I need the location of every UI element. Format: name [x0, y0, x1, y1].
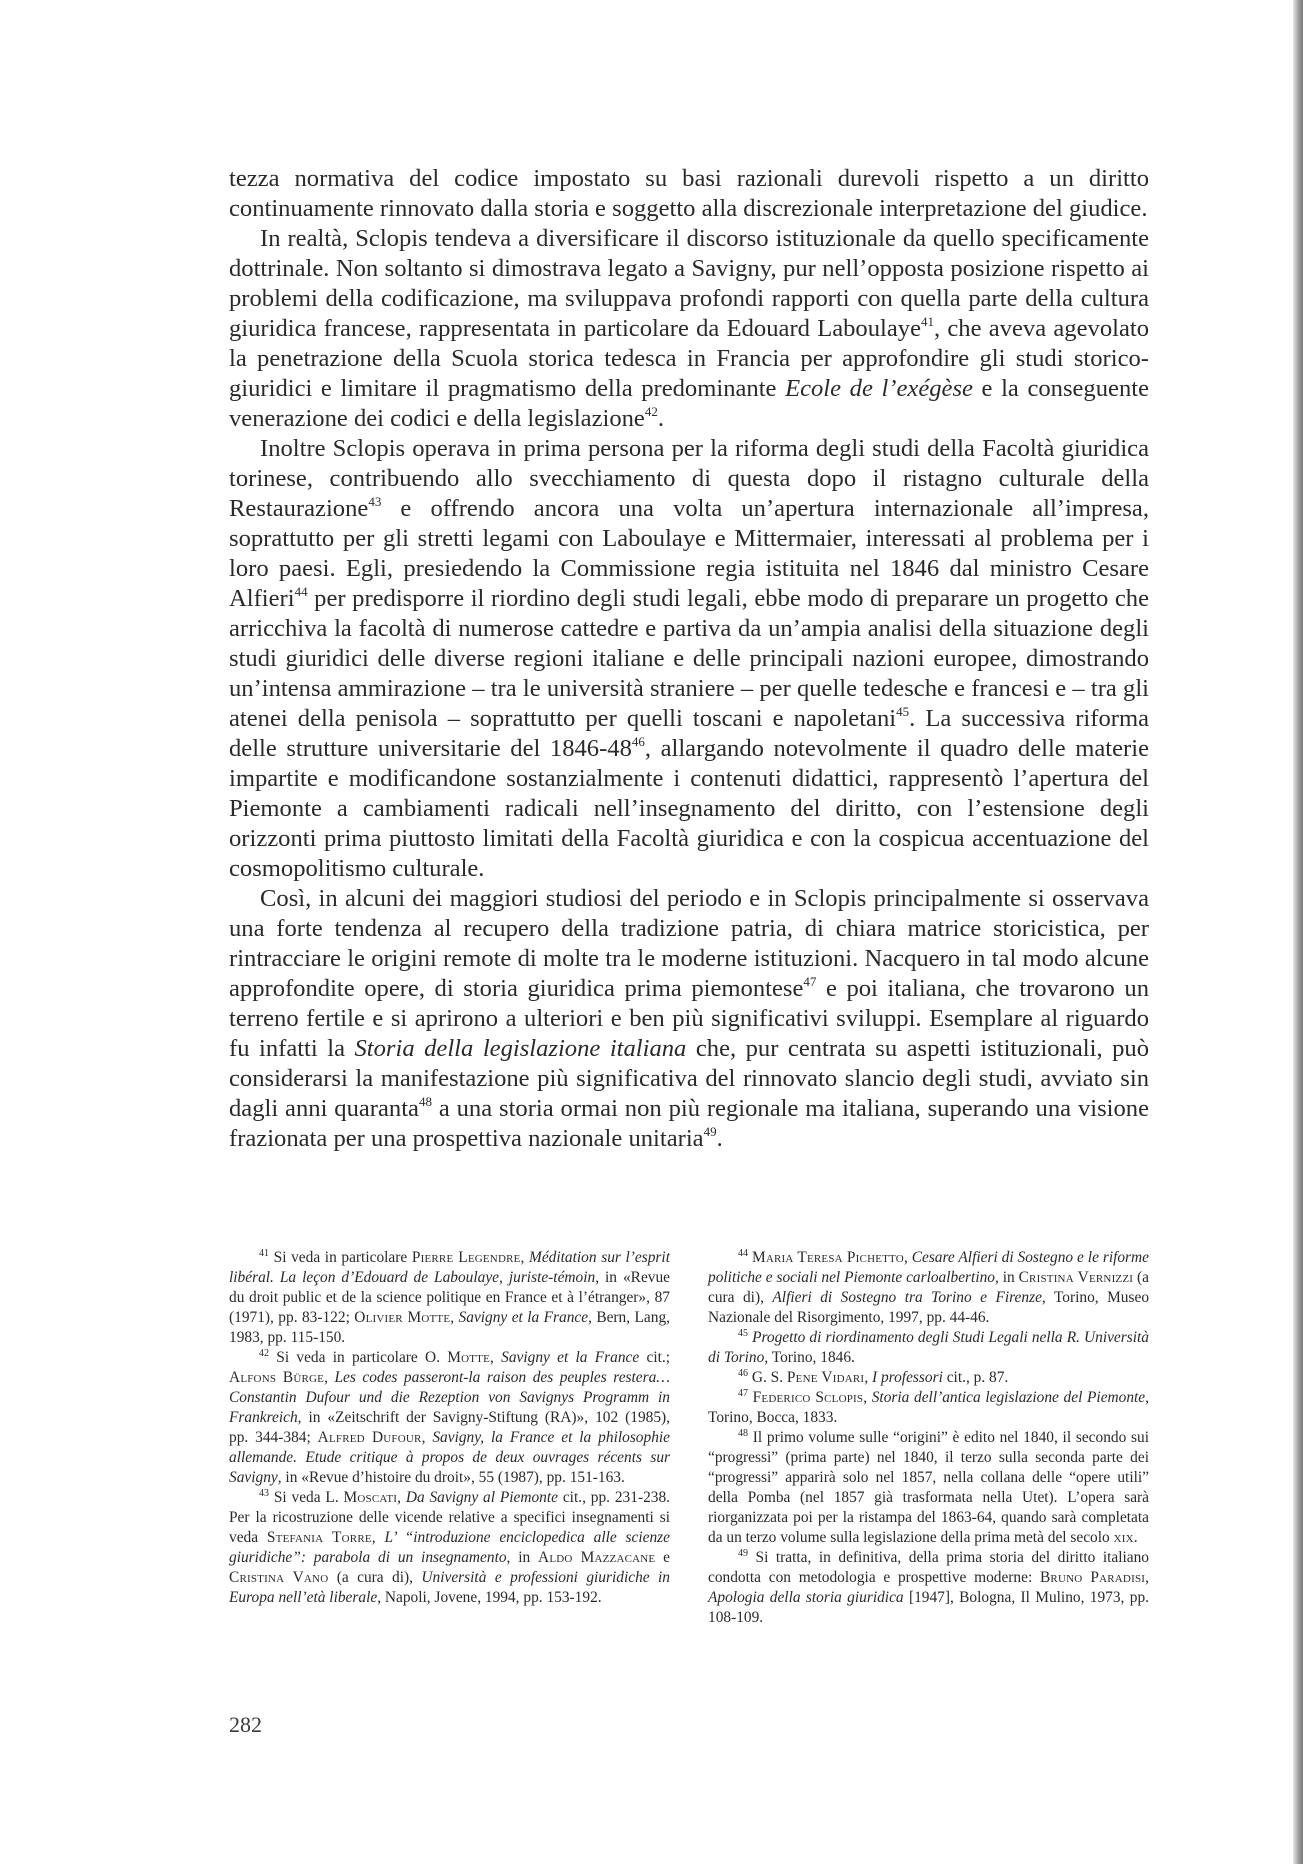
- footnote-ref-49: 49: [703, 1124, 717, 1139]
- footnote-46: $^{46}$ G. S. Pene Vidari, I professori cit., p. 87.: [738, 1368, 1009, 1386]
- footnote-ref-43: 43: [368, 494, 382, 509]
- paragraph-2: In realtà, Sclopis tendeva a diversificare il discorso istituzionale da quello specificamente dottrinale. Non soltanto si dimostrava legato a Savigny, pur nell’opposta posizione rispetto ai problemi della codificazione, ma sviluppava profondi rapporti con quella parte della cultura giuridica francese, rappresentata in particolare da Edouard Laboulaye$^{41}$, che aveva agevolato la penetrazione della Scuola storica tedesca in Francia per approfondire gli studi storico-giuridici e limitare il pragmatismo della predominante Ecole de l’exégèse e la conseguente venerazione dei codici e della legislazione$^{42}$.: [229, 225, 1149, 432]
- footnote-ref-45: 45: [896, 704, 910, 719]
- italic-title: Ecole de l’exégèse: [785, 375, 973, 402]
- footnote-44: $^{44}$ Maria Teresa Pichetto, Cesare Alfieri di Sostegno e le riforme politiche e sociali nel Piemonte carloalbertino, in Cristina Vernizzi (a cura di), Alfieri di Sostegno tra Torino e Firenze, Torino, Museo Nazionale del Risorgimento, 1997, pp. 44-46.: [708, 1248, 1150, 1326]
- page-number: 282: [229, 1712, 262, 1737]
- paragraph-3: Inoltre Sclopis operava in prima persona per la riforma degli studi della Facoltà giuridica torinese, contribuendo allo svecchiamento di questa dopo il ristagno culturale della Restaurazione$^{43}$ e offrendo ancora una volta un’apertura internazionale all’impresa, soprattutto per gli stretti legami con Laboulaye e Mittermaier, interessati al problema per i loro paesi. Egli, presiedendo la Commissione regia istituita nel 1846 dal ministro Cesare Alfieri$^{44}$ per predisporre il riordino degli studi legali, ebbe modo di preparare un progetto che arricchiva la facoltà di numerose cattedre e partiva da un’ampia analisi della situazione degli studi giuridici delle diverse regioni italiane e delle principali nazioni europee, dimostrando un’intensa ammirazione – tra le università straniere – per quelle tedesche e francesi e – tra gli atenei della penisola – soprattutto per quelli toscani e napoletani$^{45}$. La successiva riforma delle strutture universitarie del $1846-48^{46}$, allargando notevolmente il quadro delle materie impartite e modificandone sostanzialmente i contenuti didattici, rappresentò l’apertura del Piemonte a cambiamenti radicali nell’insegnamento del diritto, con l’estensione degli orizzonti prima piuttosto limitati della Facoltà giuridica e con la cospicua accentuazione del cosmopolitismo culturale.: [229, 435, 1149, 882]
- footnote-42: $^{42}$ Si veda in particolare O. Motte, Savigny et la France cit.; Alfons Bürge, Les codes passeront-la raison des peuples restera… Constantin Dufour und die Rezeption von Savignys Programm in Frankreich, in «Zeitschrift der Savigny-Stiftung (RA)», 102 (1985), pp. 344-384; Alfred Dufour, Savigny, la France et la philosophie allemande. Etude critique à propos de deux ouvrages récents sur Savigny, in «Revue d’histoire du droit», 55 (1987), pp. 151-163.: [229, 1348, 670, 1486]
- footnotes-left-column: [229, 1248, 670, 1608]
- footnote-ref-48: 48: [418, 1094, 432, 1109]
- footnote-43: $^{43}$ Si veda L. Moscati, Da Savigny al Piemonte cit., pp. 231-238. Per la ricostruzione delle vicende relative a specifici insegnamenti si veda Stefania Torre, L’ “introduzione enciclopedica alle scienze giuridiche”: parabola di un insegnamento, in Aldo Mazzacane e Cristina Vano (a cura di), Università e professioni giuridiche in Europa nell’età liberale, Napoli, Jovene, 1994, pp. 153-192.: [229, 1488, 671, 1606]
- footnote-ref-44: 44: [294, 584, 308, 599]
- italic-title: Storia della legislazione italiana: [354, 1035, 687, 1062]
- footnote-ref-42: 42: [644, 404, 658, 419]
- footnote-47: $^{47}$ Federico Sclopis, Storia dell’antica legislazione del Piemonte, Torino, Bocca, 1833.: [708, 1388, 1149, 1426]
- footnotes-right-column: [708, 1248, 1149, 1628]
- footnote-41: $^{41}$ Si veda in particolare Pierre Legendre, Méditation sur l’esprit libéral. La leçon d’Edouard de Laboulaye, juriste-témoin, in «Revue du droit public et de la science politique en France et à l’étranger», 87 (1971), pp. 83-122; Olivier Motte, Savigny et la France, Bern, Lang, 1983, pp. 115-150.: [229, 1248, 671, 1346]
- footnote-ref-46: 46: [631, 734, 645, 749]
- footnote-48: $^{48}$ Il primo volume sulle “origini” è edito nel 1840, il secondo sui “progressi” (prima parte) nel 1840, il terzo sulla seconda parte dei “progressi” apparirà solo nel 1857, nella collana delle “opere utili” della Pomba (nel 1857 già trasformata nella Utet). L’opera sarà riorganizzata poi per la ristampa del 1863-64, quando sarà completata da un terzo volume sulla legislazione della prima metà del secolo xix.: [708, 1428, 1149, 1546]
- main-text-body: [229, 164, 1149, 1154]
- footnote-49: $^{49}$ Si tratta, in definitiva, della prima storia del diritto italiano condotta con metodologia e prospettive moderne: Bruno Paradisi, Apologia della storia giuridica [1947], Bologna, Il Mulino, 1973, pp. 108-109.: [708, 1548, 1149, 1626]
- footnote-45: $^{45}$ Progetto di riordinamento degli Studi Legali nella R. Università di Torino, Torino, 1846.: [708, 1328, 1149, 1366]
- footnote-ref-41: 41: [920, 314, 934, 329]
- page-edge-shadow: [1293, 0, 1303, 1864]
- paragraph-1: tezza normativa del codice impostato su basi razionali durevoli rispetto a un diritto continuamente rinnovato dalla storia e soggetto alla discrezionale interpretazione del giudice.: [229, 165, 1149, 222]
- paragraph-4: Così, in alcuni dei maggiori studiosi del periodo e in Sclopis principalmente si osservava una forte tendenza al recupero della tradizione patria, di chiara matrice storicistica, per rintracciare le origini remote di molte tra le moderne istituzioni. Nacquero in tal modo alcune approfondite opere, di storia giuridica prima piemontese$^{47}$ e poi italiana, che trovarono un terreno fertile e si aprirono a ulteriori e ben più significativi sviluppi. Esemplare al riguardo fu infatti la Storia della legislazione italiana che, pur centrata su aspetti istituzionali, può considerarsi la manifestazione più significativa del rinnovato slancio degli studi, avviato sin dagli anni quaranta$^{48}$ a una storia ormai non più regionale ma italiana, superando una visione frazionata per una prospettiva nazionale unitaria$^{49}$.: [229, 885, 1149, 1152]
- footnote-ref-47: 47: [803, 974, 817, 989]
